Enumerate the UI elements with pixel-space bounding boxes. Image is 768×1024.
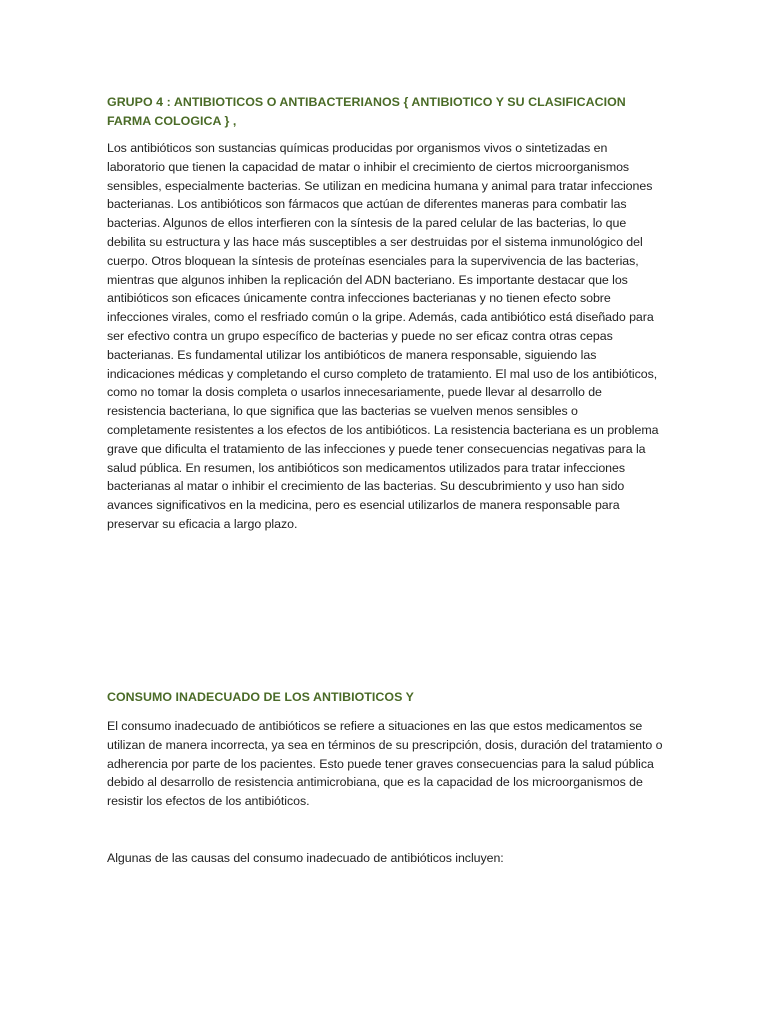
section-heading-antibioticos: GRUPO 4 : ANTIBIOTICOS O ANTIBACTERIANOS { ANTIBIOTICO Y SU CLASIFICACION FARMA COLOGICA } ,: [107, 95, 626, 128]
paragraph-antibioticos: Los antibióticos son sustancias químicas producidas por organismos vivos o sintetizadas en laboratorio que tienen la capacidad de matar o inhibir el crecimiento de ciertos microorganismos sensibles, especialmente bacterias. Se utilizan en medicina humana y animal para tratar infecciones bacterianas. Los antibióticos son fármacos que actúan de diferentes maneras para combatir las bacterias. Algunos de ellos interfieren con la síntesis de la pared celular de las bacterias, lo que debilita su estructura y las hace más susceptibles a ser destruidas por el sistema inmunológico del cuerpo. Otros bloquean la síntesis de proteínas esenciales para la supervivencia de las bacterias, mientras que algunos inhiben la replicación del ADN bacteriano. Es importante destacar que los antibióticos son eficaces únicamente contra infecciones bacterianas y no tienen efecto sobre infecciones virales, como el resfriado común o la gripe. Además, cada antibiótico está diseñado para ser efectivo contra un grupo específico de bacterias y puede no ser eficaz contra otras cepas bacterianas. Es fundamental utilizar los antibióticos de manera responsable, siguiendo las indicaciones médicas y completando el curso completo de tratamiento. El mal uso de los antibióticos, como no tomar la dosis completa o usarlos innecesariamente, puede llevar al desarrollo de resistencia bacteriana, lo que significa que las bacterias se vuelven menos sensibles o completamente resistentes a los efectos de los antibióticos. La resistencia bacteriana es un problema grave que dificulta el tratamiento de las infecciones y puede tener consecuencias negativas para la salud pública. En resumen, los antibióticos son medicamentos utilizados para tratar infecciones bacterianas al matar o inhibir el crecimiento de las bacterias. Su descubrimiento y uso han sido avances significativos en la medicina, pero es esencial utilizarlos de manera responsable para preservar su eficacia a largo plazo.: [107, 141, 659, 531]
paragraph-consumo-inadecuado: El consumo inadecuado de antibióticos se refiere a situaciones en las que estos medicamentos se utilizan de manera incorrecta, ya sea en términos de su prescripción, dosis, duración del tratamiento o adherencia por parte de los pacientes. Esto puede tener graves consecuencias para la salud pública debido al desarrollo de resistencia antimicrobiana, que es la capacidad de los microorganismos de resistir los efectos de los antibióticos.: [107, 719, 663, 809]
paragraph-causas-intro: Algunas de las causas del consumo inadecuado de antibióticos incluyen:: [107, 851, 504, 865]
section-heading-consumo-inadecuado: CONSUMO INADECUADO DE LOS ANTIBIOTICOS Y: [107, 690, 414, 704]
